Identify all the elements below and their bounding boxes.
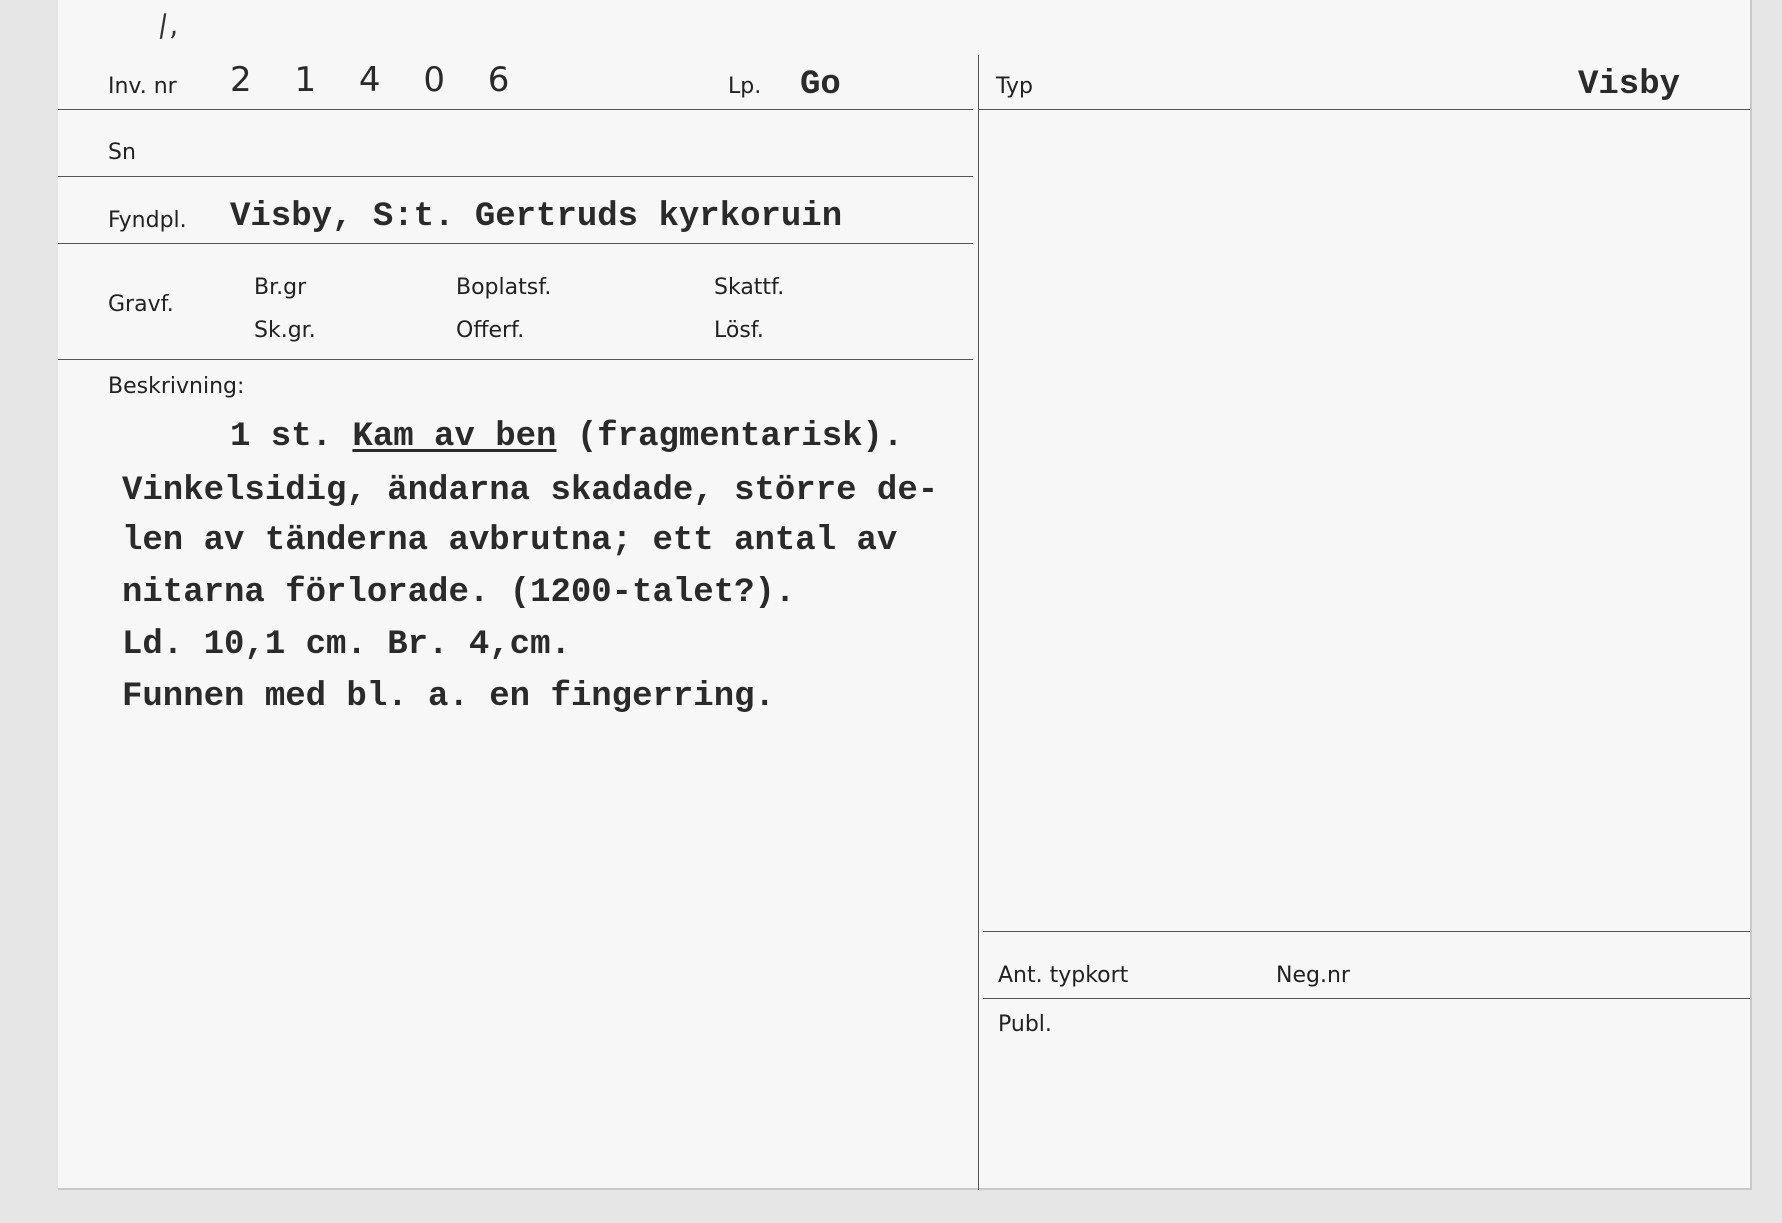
lp-label: Lp. (728, 74, 762, 99)
typ-value: Visby (1578, 66, 1681, 104)
publ-label: Publ. (998, 1012, 1052, 1037)
gravf-option-offerf: Offerf. (456, 318, 525, 343)
gravf-option-sk-gr: Sk.gr. (254, 318, 316, 343)
row-line-1 (58, 109, 973, 110)
inv-nr-value: 2 1 4 0 6 (230, 60, 526, 100)
gravf-option-boplatsf: Boplatsf. (456, 275, 552, 300)
description-line-3: len av tänderna avbrutna; ett antal av (122, 522, 898, 560)
inv-nr-label: Inv. nr (108, 74, 177, 99)
typ-label: Typ (996, 74, 1033, 99)
gravf-option-skattf: Skattf. (714, 275, 785, 300)
lp-value: Go (800, 66, 841, 104)
description-line-5: Ld. 10,1 cm. Br. 4,cm. (122, 626, 571, 664)
description-object-name: Kam av ben (352, 418, 557, 456)
publ-row-line (983, 998, 1750, 999)
gravf-option-br-gr: Br.gr (254, 275, 307, 300)
description-line-1 (230, 418, 903, 456)
neg-nr-label: Neg.nr (1276, 963, 1350, 988)
ant-row-top-line (983, 931, 1750, 932)
description-line-1-prefix: 1 st. (230, 418, 353, 456)
typ-row-line (978, 109, 1750, 110)
row-line-4 (58, 359, 973, 360)
fyndpl-label: Fyndpl. (108, 208, 187, 233)
sn-label: Sn (108, 140, 136, 165)
ant-typkort-label: Ant. typkort (998, 963, 1129, 988)
description-line-2: Vinkelsidig, ändarna skadade, större de- (122, 472, 939, 510)
gravf-label: Gravf. (108, 292, 174, 317)
beskrivning-label: Beskrivning: (108, 374, 245, 399)
column-divider (978, 55, 979, 1190)
gravf-option-losf: Lösf. (714, 318, 764, 343)
row-line-2 (58, 176, 973, 177)
description-line-1-suffix: (fragmentarisk). (556, 418, 904, 456)
catalog-card (58, 0, 1752, 1190)
fyndpl-value: Visby, S:t. Gertruds kyrkoruin (230, 198, 843, 236)
description-line-6: Funnen med bl. a. en fingerring. (122, 678, 775, 716)
row-line-3 (58, 243, 973, 244)
description-line-4: nitarna förlorade. (1200-talet?). (122, 574, 796, 612)
corner-mark: /, (155, 6, 180, 45)
